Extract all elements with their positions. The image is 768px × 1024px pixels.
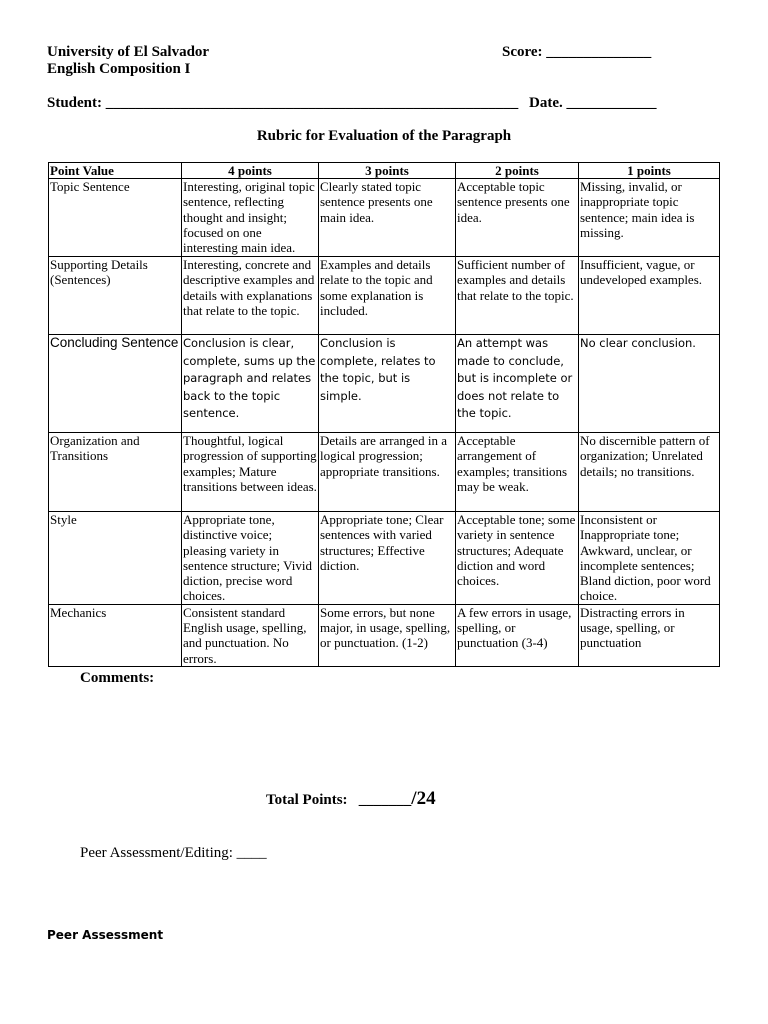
student-field: Student: _______________________________________________________: [47, 95, 519, 111]
rubric-cell: Acceptable tone; some variety in sentence structures; Adequate diction and word choices.: [456, 512, 579, 605]
university-name: University of El Salvador: [47, 44, 210, 60]
rubric-cell: Sufficient number of examples and details that relate to the topic.: [456, 257, 579, 335]
rubric-cell: A few errors in usage, spelling, or punctuation (3-4): [456, 604, 579, 666]
rubric-cell: Consistent standard English usage, spelling, and punctuation. No errors.: [182, 604, 319, 666]
rubric-row: [49, 433, 720, 512]
rubric-cell: Appropriate tone; Clear sentences with varied structures; Effective diction.: [319, 512, 456, 605]
total-points-label: Total Points:: [266, 792, 348, 808]
rubric-cell: Inconsistent or Inappropriate tone; Awkward, unclear, or incomplete sentences; Bland diction, poor word choice.: [579, 512, 720, 605]
rubric-row: [49, 335, 720, 433]
rubric-header-row: [49, 163, 720, 179]
criterion-label: Supporting Details (Sentences): [49, 257, 182, 335]
rubric-cell: Appropriate tone, distinctive voice; pleasing variety in sentence structure; Vivid diction, precise word choices.: [182, 512, 319, 605]
rubric-cell: Details are arranged in a logical progression; appropriate transitions.: [319, 433, 456, 512]
peer-editing-field: Peer Assessment/Editing: ____: [80, 845, 267, 861]
criterion-label: Organization and Transitions: [49, 433, 182, 512]
score-field: Score: ______________: [502, 44, 652, 60]
rubric-cell: Acceptable topic sentence presents one idea.: [456, 179, 579, 257]
rubric-cell: Examples and details relate to the topic and some explanation is included.: [319, 257, 456, 335]
rubric-cell: Interesting, concrete and descriptive examples and details with explanations that relate to the topic.: [182, 257, 319, 335]
column-header: 2 points: [456, 163, 579, 179]
criterion-label: Topic Sentence: [49, 179, 182, 257]
criterion-label: Style: [49, 512, 182, 605]
rubric-cell: Interesting, original topic sentence, reflecting thought and insight; focused on one interesting main idea.: [182, 179, 319, 257]
column-header: Point Value: [49, 163, 182, 179]
date-field: Date. ____________: [529, 95, 657, 111]
rubric-cell: Some errors, but none major, in usage, spelling, or punctuation. (1-2): [319, 604, 456, 666]
rubric-cell: Thoughtful, logical progression of supporting examples; Mature transitions between ideas.: [182, 433, 319, 512]
rubric-row: [49, 179, 720, 257]
rubric-title: Rubric for Evaluation of the Paragraph: [256, 128, 512, 144]
rubric-cell: Conclusion is complete, relates to the topic, but is simple.: [319, 335, 456, 433]
rubric-row: [49, 512, 720, 605]
rubric-cell: Missing, invalid, or inappropriate topic sentence; main idea is missing.: [579, 179, 720, 257]
criterion-label: Mechanics: [49, 604, 182, 666]
total-points: [266, 788, 436, 810]
rubric-cell: Acceptable arrangement of examples; transitions may be weak.: [456, 433, 579, 512]
total-points-blank: _______: [358, 792, 412, 808]
rubric-row: [49, 604, 720, 666]
rubric-cell: No discernible pattern of organization; Unrelated details; no transitions.: [579, 433, 720, 512]
page-footer: Peer Assessment: [47, 928, 164, 942]
column-header: 3 points: [319, 163, 456, 179]
rubric-cell: Insufficient, vague, or undeveloped examples.: [579, 257, 720, 335]
column-header: 1 points: [579, 163, 720, 179]
criterion-label: Concluding Sentence: [49, 335, 182, 433]
column-header: 4 points: [182, 163, 319, 179]
rubric-cell: No clear conclusion.: [579, 335, 720, 433]
total-points-max: /24: [411, 788, 436, 809]
rubric-table: [48, 162, 720, 667]
rubric-cell: Clearly stated topic sentence presents one main idea.: [319, 179, 456, 257]
course-name: English Composition I: [47, 61, 191, 77]
rubric-row: [49, 257, 720, 335]
rubric-cell: Distracting errors in usage, spelling, or punctuation: [579, 604, 720, 666]
rubric-cell: Conclusion is clear, complete, sums up the paragraph and relates back to the topic sentence.: [182, 335, 319, 433]
comments-label: Comments:: [80, 670, 155, 686]
rubric-cell: An attempt was made to conclude, but is incomplete or does not relate to the topic.: [456, 335, 579, 433]
